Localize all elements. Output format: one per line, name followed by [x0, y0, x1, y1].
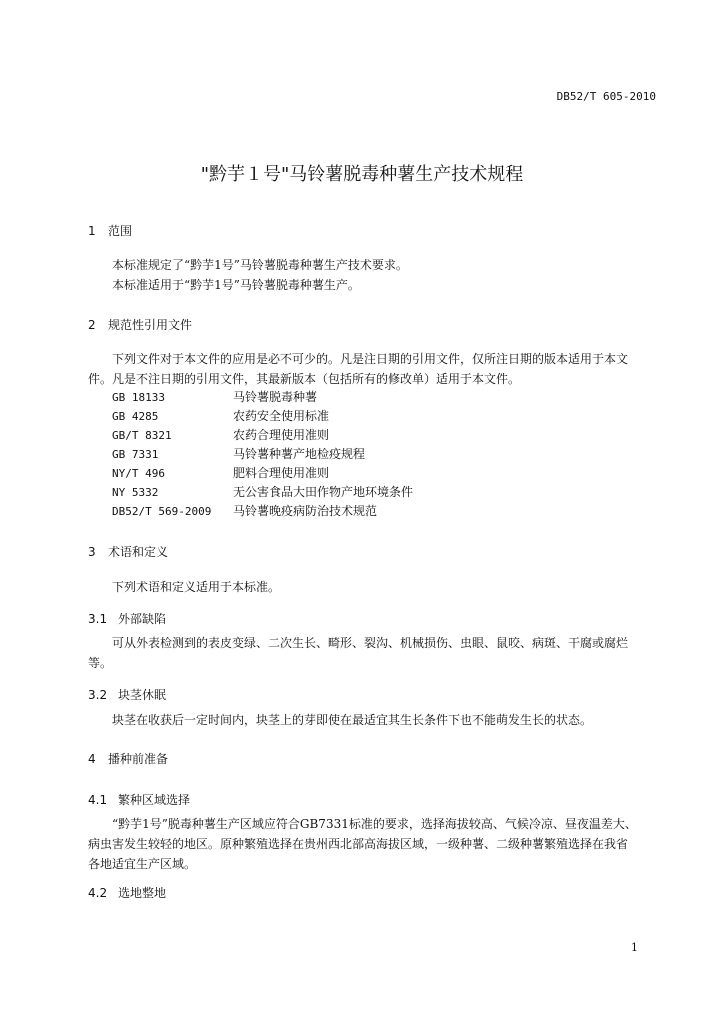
reference-item [112, 464, 413, 483]
section-number: 1 [88, 224, 96, 238]
reference-code: DB52/T 569-2009 [112, 505, 212, 518]
reference-item [112, 407, 413, 426]
paragraph: 本标准适用于“黔芋1号”马铃薯脱毒种薯生产。 [112, 278, 360, 292]
paragraph: 本标准规定了“黔芋1号”马铃薯脱毒种薯生产技术要求。 [112, 258, 408, 272]
reference-item [112, 426, 413, 445]
paragraph: 下列术语和定义适用于本标准。 [112, 580, 281, 594]
section-number: 4.2 [88, 886, 108, 900]
reference-item [112, 483, 413, 502]
reference-name: 马铃薯晚疫病防治技术规范 [233, 504, 378, 518]
paragraph-line: 块茎在收获后一定时间内，块茎上的芽即使在最适宜其生长条件下也不能萌发生长的状态。 [112, 713, 593, 727]
page-title: "黔芋１号"马铃薯脱毒种薯生产技术规程 [200, 164, 524, 185]
subsection-3-1-heading [88, 610, 166, 627]
document-number: DB52/T 605-2010 [556, 90, 656, 103]
paragraph-line: 可从外表检测到的表皮变绿、二次生长、畸形、裂沟、机械损伤、虫眼、鼠咬、病斑、干腐或腐烂 [112, 636, 629, 650]
section-4-heading [88, 750, 168, 767]
paragraph-line: 等。 [88, 656, 113, 670]
reference-code: GB 4285 [112, 410, 159, 423]
reference-name: 肥料合理使用准则 [233, 466, 330, 480]
reference-item [112, 502, 413, 521]
section-title: 繁种区域选择 [118, 793, 191, 807]
section-title: 播种前准备 [108, 752, 169, 766]
reference-code: GB 7331 [112, 448, 159, 461]
paragraph-line: 件。凡是不注日期的引用文件，其最新版本（包括所有的修改单）适用于本文件。 [88, 372, 521, 386]
section-title: 选地整地 [118, 886, 167, 900]
reference-name: 无公害食品大田作物产地环境条件 [233, 485, 414, 499]
section-3-heading [88, 543, 168, 560]
section-number: 3 [88, 545, 96, 559]
section-title: 范围 [108, 224, 133, 238]
paragraph-line: “黔芋1号”脱毒种薯生产区域应符合GB7331标准的要求，选择海拔较高、气候冷凉、昼夜温差大、 [112, 817, 637, 831]
section-number: 3.2 [88, 688, 108, 702]
section-number: 3.1 [88, 612, 108, 626]
section-title: 规范性引用文件 [108, 318, 193, 332]
reference-list [112, 388, 413, 521]
subsection-3-2-heading [88, 686, 166, 703]
section-title: 块茎休眠 [118, 688, 167, 702]
section-title: 术语和定义 [108, 545, 169, 559]
reference-code: NY 5332 [112, 486, 159, 499]
reference-name: 农药安全使用标准 [233, 409, 330, 423]
reference-code: GB/T 8321 [112, 429, 172, 442]
reference-name: 农药合理使用准则 [233, 428, 330, 442]
reference-name: 马铃薯种薯产地检疫规程 [233, 447, 366, 461]
subsection-4-1-heading [88, 791, 190, 808]
page-number: 1 [631, 941, 638, 954]
section-number: 4.1 [88, 793, 108, 807]
reference-item [112, 445, 413, 464]
section-2-heading [88, 316, 192, 333]
section-1-heading [88, 222, 132, 239]
reference-item [112, 388, 413, 407]
reference-code: GB 18133 [112, 391, 165, 404]
reference-code: NY/T 496 [112, 467, 165, 480]
paragraph-line: 各地适宜生产区域。 [88, 857, 197, 871]
paragraph-line: 下列文件对于本文件的应用是必不可少的。凡是注日期的引用文件，仅所注日期的版本适用于本文 [112, 352, 629, 366]
section-number: 4 [88, 752, 96, 766]
paragraph-line: 病虫害发生较轻的地区。原种繁殖选择在贵州西北部高海拔区域，一级种薯、二级种薯繁殖选择在我省 [88, 837, 629, 851]
section-number: 2 [88, 318, 96, 332]
section-title: 外部缺陷 [118, 612, 167, 626]
subsection-4-2-heading [88, 884, 166, 901]
reference-name: 马铃薯脱毒种薯 [233, 390, 318, 404]
